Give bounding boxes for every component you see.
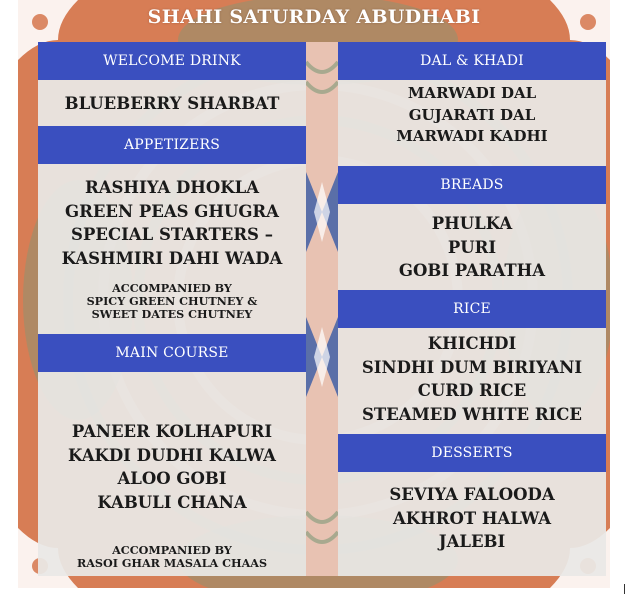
welcome-drink-items — [38, 92, 306, 116]
menu-item: SINDHI DUM BIRIYANI — [361, 357, 583, 377]
rice-items — [338, 332, 606, 426]
menu-item: GREEN PEAS GHUGRA — [65, 201, 279, 221]
menu-item: PHULKA — [431, 214, 513, 233]
menu-item: SPECIAL STARTERS – — [71, 225, 273, 244]
menu-item: PANEER KOLHAPURI — [71, 422, 273, 441]
menu-title: SHAHI SATURDAY ABUDHABI — [147, 6, 481, 28]
menu-column-left — [38, 42, 306, 576]
menu-item: SEVIYA FALOODA — [389, 485, 555, 504]
appetizer-items — [38, 176, 306, 270]
section-header-welcome-drink: WELCOME DRINK — [38, 42, 306, 80]
section-header-desserts: DESSERTS — [338, 434, 606, 472]
menu-item: BLUEBERRY SHARBAT — [64, 94, 280, 113]
menu-item: KASHMIRI DAHI WADA — [61, 248, 283, 268]
main-course-accompaniment-note: ACCOMPANIED BY RASOI GHAR MASALA CHAAS — [76, 543, 268, 570]
section-header-dal-khadi: DAL & KHADI — [338, 42, 606, 80]
appetizer-accompaniment-note: ACCOMPANIED BY SPICY GREEN CHUTNEY & SWEET DATES CHUTNEY — [86, 281, 258, 321]
center-ornament — [306, 42, 338, 576]
menu-item: PURI — [447, 237, 497, 257]
section-header-appetizers: APPETIZERS — [38, 126, 306, 164]
section-header-main-course: MAIN COURSE — [38, 334, 306, 372]
text-cursor — [624, 584, 625, 594]
menu-item: KAKDI DUDHI KALWA — [68, 445, 276, 465]
menu-item: JALEBI — [438, 532, 506, 551]
section-header-rice: RICE — [338, 290, 606, 328]
menu-item: KHICHDI — [427, 334, 517, 353]
menu-item: STEAMED WHITE RICE — [361, 404, 583, 424]
menu-column-right — [338, 42, 606, 576]
dessert-items — [338, 483, 606, 554]
menu-item: CURD RICE — [417, 381, 527, 400]
bread-items — [338, 212, 606, 283]
menu-item: MARWADI DAL — [407, 84, 537, 102]
menu-item: KABULI CHANA — [97, 492, 247, 512]
menu-item: GUJARATI DAL — [408, 105, 536, 124]
menu-item: RASHIYA DHOKLA — [84, 178, 260, 197]
dal-khadi-items — [338, 83, 606, 148]
menu-item: MARWADI KADHI — [396, 127, 548, 145]
menu-item: ALOO GOBI — [117, 469, 227, 488]
menu-item: GOBI PARATHA — [398, 261, 546, 280]
main-course-items — [38, 420, 306, 514]
menu-item: AKHROT HALWA — [393, 508, 551, 528]
section-header-breads: BREADS — [338, 166, 606, 204]
